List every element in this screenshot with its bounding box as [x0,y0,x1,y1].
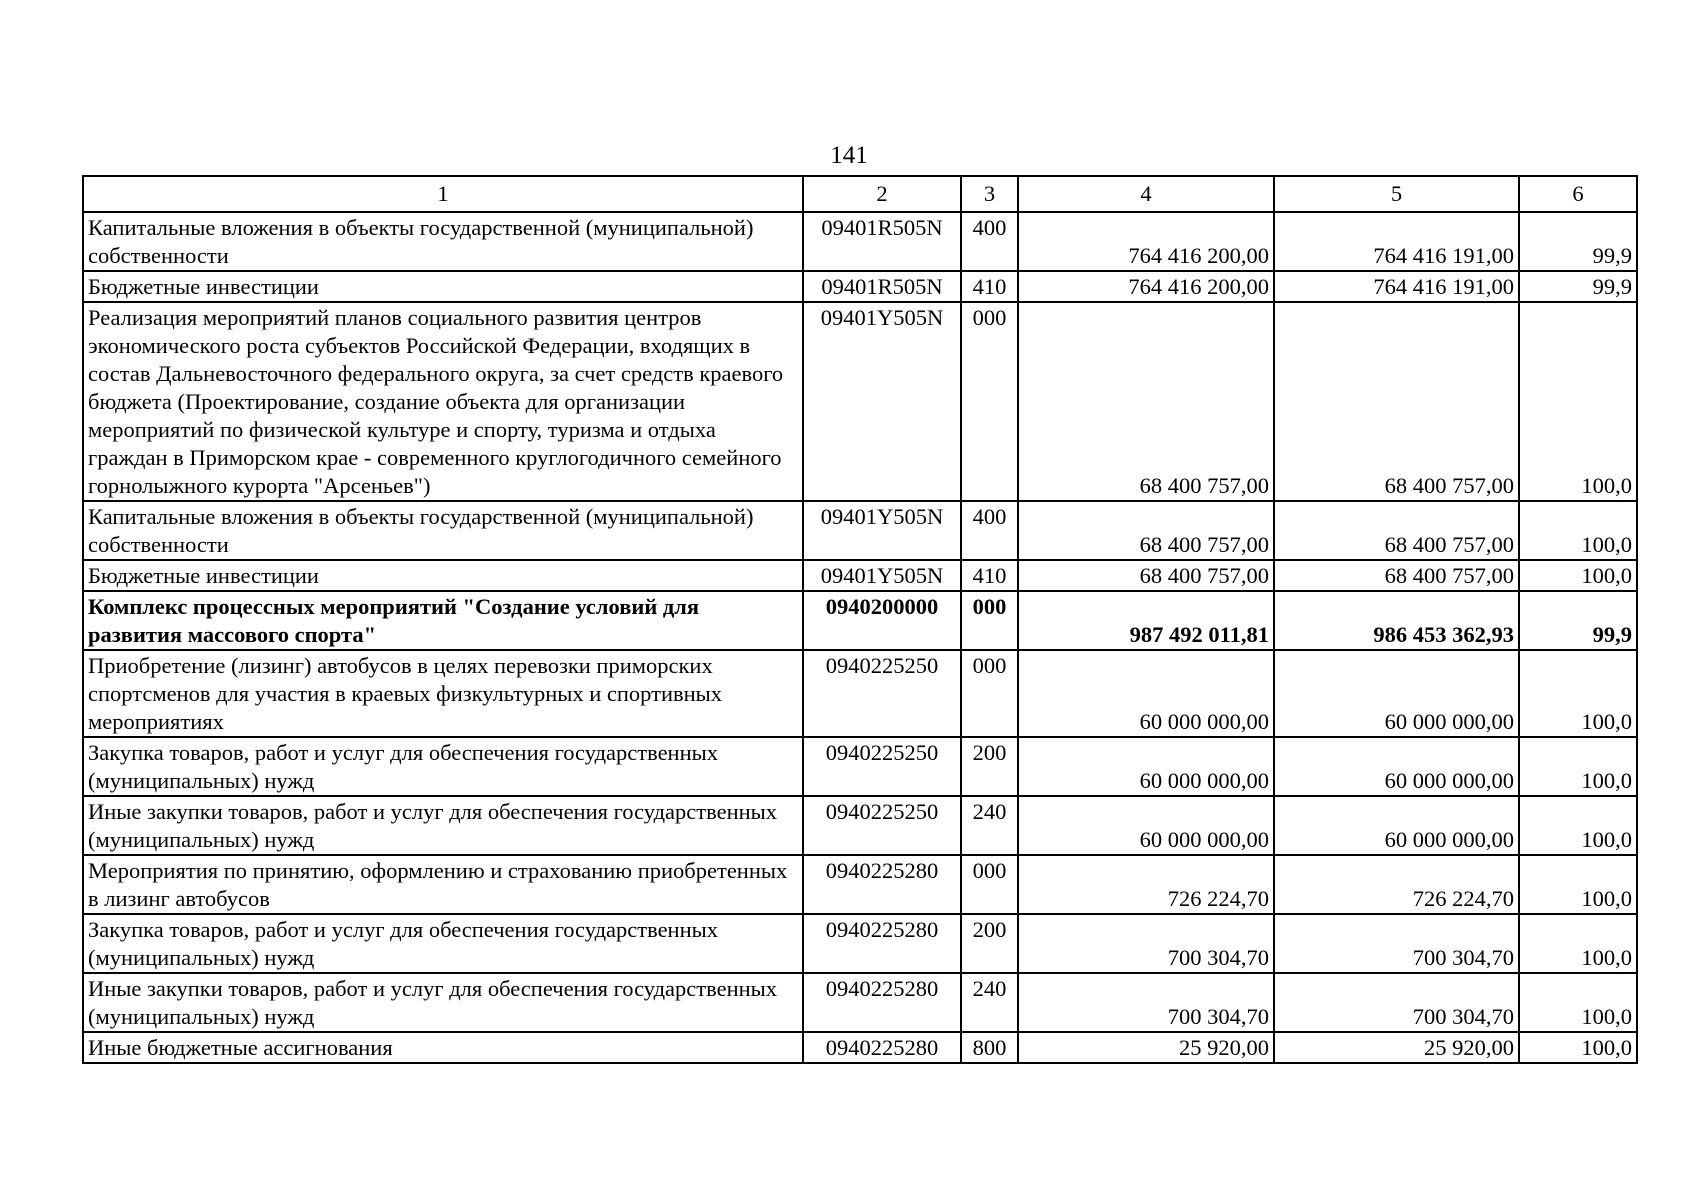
page-number: 141 [830,142,868,169]
row-name: Бюджетные инвестиции [83,271,803,302]
column-header-name: 1 [83,176,803,212]
row-actual: 68 400 757,00 [1274,501,1519,560]
row-percent: 100,0 [1519,914,1637,973]
table-row [83,796,1637,855]
row-percent: 100,0 [1519,560,1637,591]
row-plan: 60 000 000,00 [1018,796,1274,855]
row-percent: 99,9 [1519,212,1637,271]
row-name: Мероприятия по принятию, оформлению и страхованию приобретенных в лизинг автобусов [83,855,803,914]
row-code: 09401Y505N [803,560,961,591]
budget-table [82,175,1638,1064]
row-code: 0940225280 [803,973,961,1032]
row-type: 200 [961,914,1018,973]
row-name: Приобретение (лизинг) автобусов в целях перевозки приморских спортсменов для участия в краевых физкультурных и спортивных мероприятиях [83,650,803,737]
row-actual: 68 400 757,00 [1274,302,1519,501]
table-row [83,855,1637,914]
row-percent: 100,0 [1519,855,1637,914]
row-actual: 700 304,70 [1274,973,1519,1032]
column-header-percent: 6 [1519,176,1637,212]
column-header-actual: 5 [1274,176,1519,212]
row-percent: 100,0 [1519,796,1637,855]
row-type: 000 [961,650,1018,737]
row-code: 09401Y505N [803,501,961,560]
row-code: 0940200000 [803,591,961,650]
row-name: Иные закупки товаров, работ и услуг для обеспечения государственных (муниципальных) нужд [83,973,803,1032]
table-row [83,271,1637,302]
row-name: Закупка товаров, работ и услуг для обеспечения государственных (муниципальных) нужд [83,737,803,796]
row-type: 400 [961,501,1018,560]
row-actual: 60 000 000,00 [1274,737,1519,796]
row-code: 0940225250 [803,737,961,796]
row-plan: 25 920,00 [1018,1032,1274,1063]
column-header-plan: 4 [1018,176,1274,212]
row-type: 240 [961,973,1018,1032]
row-type: 410 [961,560,1018,591]
row-percent: 100,0 [1519,501,1637,560]
row-name: Бюджетные инвестиции [83,560,803,591]
row-plan: 68 400 757,00 [1018,302,1274,501]
row-plan: 60 000 000,00 [1018,650,1274,737]
row-actual: 700 304,70 [1274,914,1519,973]
row-actual: 764 416 191,00 [1274,212,1519,271]
row-plan: 68 400 757,00 [1018,560,1274,591]
row-code: 09401R505N [803,271,961,302]
row-plan: 726 224,70 [1018,855,1274,914]
row-code: 09401R505N [803,212,961,271]
row-percent: 100,0 [1519,1032,1637,1063]
row-type: 200 [961,737,1018,796]
row-plan: 60 000 000,00 [1018,737,1274,796]
table-row [83,560,1637,591]
row-type: 400 [961,212,1018,271]
table-row [83,973,1637,1032]
row-code: 0940225280 [803,1032,961,1063]
row-percent: 100,0 [1519,737,1637,796]
row-type: 000 [961,302,1018,501]
row-name: Иные закупки товаров, работ и услуг для обеспечения государственных (муниципальных) нужд [83,796,803,855]
table-row [83,737,1637,796]
column-header-code: 2 [803,176,961,212]
row-code: 0940225250 [803,796,961,855]
table-header-row [83,176,1637,212]
row-actual: 986 453 362,93 [1274,591,1519,650]
row-plan: 700 304,70 [1018,973,1274,1032]
row-percent: 99,9 [1519,271,1637,302]
row-percent: 100,0 [1519,650,1637,737]
column-header-type: 3 [961,176,1018,212]
row-actual: 25 920,00 [1274,1032,1519,1063]
row-type: 800 [961,1032,1018,1063]
row-actual: 764 416 191,00 [1274,271,1519,302]
row-plan: 764 416 200,00 [1018,271,1274,302]
row-name: Капитальные вложения в объекты государственной (муниципальной) собственности [83,501,803,560]
table-row [83,501,1637,560]
row-type: 000 [961,591,1018,650]
row-plan: 764 416 200,00 [1018,212,1274,271]
row-percent: 100,0 [1519,302,1637,501]
row-plan: 700 304,70 [1018,914,1274,973]
row-actual: 60 000 000,00 [1274,796,1519,855]
row-code: 0940225250 [803,650,961,737]
row-name: Иные бюджетные ассигнования [83,1032,803,1063]
row-actual: 68 400 757,00 [1274,560,1519,591]
row-name: Капитальные вложения в объекты государственной (муниципальной) собственности [83,212,803,271]
row-name: Закупка товаров, работ и услуг для обеспечения государственных (муниципальных) нужд [83,914,803,973]
table-row [83,302,1637,501]
row-plan: 68 400 757,00 [1018,501,1274,560]
table-row [83,1032,1637,1063]
row-plan: 987 492 011,81 [1018,591,1274,650]
row-code: 0940225280 [803,855,961,914]
table-row-section [83,591,1637,650]
table-row [83,650,1637,737]
row-actual: 726 224,70 [1274,855,1519,914]
row-code: 09401Y505N [803,302,961,501]
row-type: 240 [961,796,1018,855]
row-percent: 100,0 [1519,973,1637,1032]
row-actual: 60 000 000,00 [1274,650,1519,737]
table-row [83,212,1637,271]
row-name: Реализация мероприятий планов социального развития центров экономического роста субъектов Российской Федерации, входящих в состав Дальневосточного федерального округа, за счет средств краевого бюджета (Проектирование, создание объекта для организации мероприятий по физической культуре и спорту, туризма и отдыха граждан в Приморском крае - современного круглогодичного семейного горнолыжного курорта "Арсеньев") [83,302,803,501]
row-name: Комплекс процессных мероприятий "Создание условий для развития массового спорта" [83,591,803,650]
row-percent: 99,9 [1519,591,1637,650]
row-type: 000 [961,855,1018,914]
table-row [83,914,1637,973]
row-code: 0940225280 [803,914,961,973]
row-type: 410 [961,271,1018,302]
